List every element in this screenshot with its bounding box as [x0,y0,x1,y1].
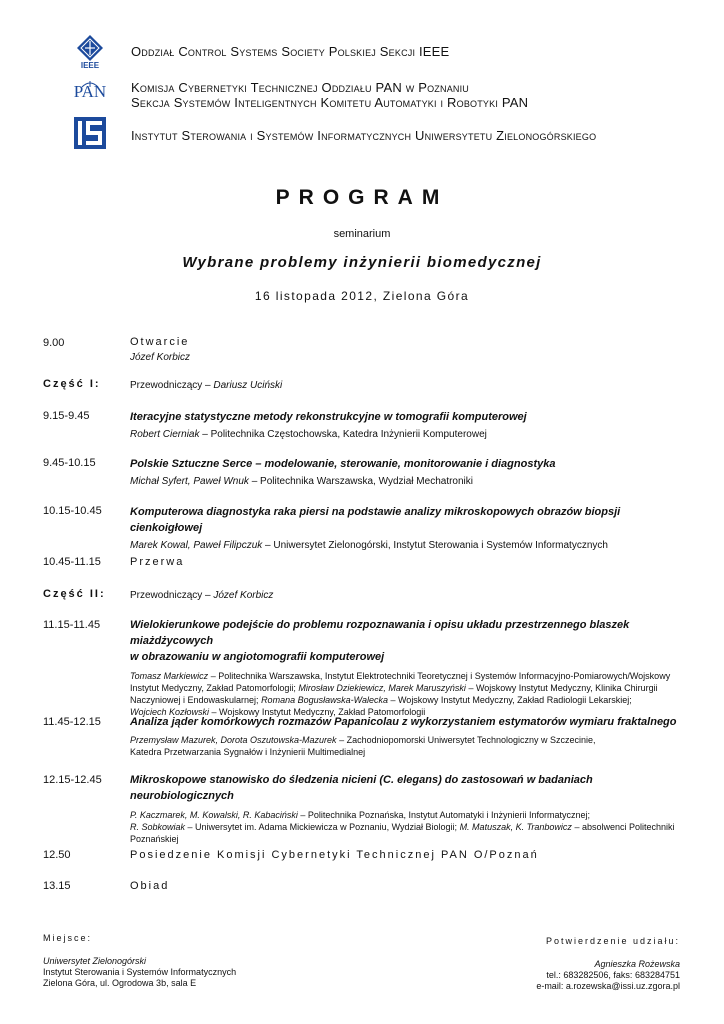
time-opening: 9.00 [43,337,65,349]
talk4-author2-affil-line2: – Wojskowy Instytut Medyczny, Klinika Chirurgii [465,683,658,693]
org-pan-section: Sekcja Systemów Inteligentnych Komitetu Automatyki i Robotyki PAN [131,95,529,110]
talk4-author4: Wojciech Kozłowski [130,707,210,717]
ieee-logo [74,34,106,72]
footer-confirm-label: Potwierdzenie udziału: [545,936,680,946]
talk4-title-line1: Wielokierunkowe podejście do problemu rozpoznawania i opisu układu przestrzennego blaszek miażdżycowych [130,619,630,647]
talk1-author: Robert Cierniak [130,429,200,440]
talk2 [130,456,690,488]
part2-chair [130,589,690,602]
talk4-author2: Mirosław Dziekiewicz, Marek Maruszyński [298,683,466,693]
footer-contact-tel: tel.: 683282506, faks: 683284751 [546,970,680,980]
time-talk5: 11.45-12.15 [43,716,101,728]
talk6-author2-affil: – Uniwersytet im. Adama Mickiewicza w Poznaniu, Wydział Biologii; [185,822,460,832]
talk2-affil: – Politechnika Warszawska, Wydział Mechatroniki [248,476,473,487]
talk6-author2: R. Sobkowiak [130,822,186,832]
talk5-authors: Przemysław Mazurek, Dorota Oszutowska-Mazurek [130,735,337,745]
talk4-title-line2: w obrazowaniu w angiotomografii komputerowej [130,651,385,663]
part1-label: Część I: [43,378,101,390]
talk1 [130,409,690,441]
time-meeting: 12.50 [43,849,71,861]
talk2-title: Polskie Sztuczne Serce – modelowanie, sterowanie, monitorowanie i diagnostyka [130,458,556,470]
org-pan-commission: Komisja Cybernetyki Technicznej Oddziału PAN w Poznaniu [131,80,470,95]
page-title: PROGRAM [275,186,449,209]
pan-logo-text: PAN [73,82,107,101]
seminar-title: Wybrane problemy inżynierii biomedycznej [182,254,542,271]
talk3-author: Marek Kowal, Paweł Filipczuk [130,540,263,551]
date-place: 16 listopada 2012, Zielona Góra [254,289,470,303]
footer-place-line1: Uniwersytet Zielonogórski [43,956,147,966]
footer-place [43,933,236,989]
item-opening-person: Józef Korbicz [130,352,191,363]
time-talk6: 12.15-12.45 [43,774,102,786]
talk1-affil: – Politechnika Częstochowska, Katedra Inżynierii Komputerowej [199,429,487,440]
footer-contact-email[interactable]: e-mail: a.rozewska@issi.uz.zgora.pl [536,981,680,991]
time-lunch: 13.15 [43,880,71,892]
part2-label: Część II: [43,588,106,600]
footer-place-label: Miejsce: [43,933,93,943]
talk5-affil-line1: – Zachodniopomorski Uniwersytet Technologiczny w Szczecinie, [336,735,596,745]
part2-chair-prefix: Przewodniczący – [130,590,214,601]
talk4 [130,617,690,718]
footer-place-line2: Instytut Sterowania i Systemów Informatycznych [43,967,237,977]
time-talk4: 11.15-11.45 [43,619,101,631]
talk4-author1-affil-line2: Instytut Medyczny, Zakład Patomorfologii; [130,683,299,693]
time-talk3: 10.15-10.45 [43,505,102,517]
talk6-title: Mikroskopowe stanowisko do śledzenia nicieni (C. elegans) do zastosowań w badaniach neurobiologicznych [130,774,593,802]
part1-chair-name: Dariusz Uciński [213,380,283,391]
issi-logo [74,117,106,149]
talk6-author1-affil: – Politechnika Poznańska, Instytut Automatyki i Inżynierii Informatycznej; [297,810,591,820]
time-break: 10.45-11.15 [43,556,101,568]
footer-place-line3: Zielona Góra, ul. Ogrodowa 3b, sala E [43,978,197,988]
time-talk2: 9.45-10.15 [43,457,96,469]
time-talk1: 9.15-9.45 [43,410,90,422]
footer-confirm [536,936,680,992]
break-title: Przerwa [130,556,185,568]
org-issi: Instytut Sterowania i Systemów Informatycznych Uniwersytetu Zielonogórskiego [131,128,597,143]
talk2-author: Michał Syfert, Paweł Wnuk [130,476,249,487]
footer-contact-name: Agnieszka Rożewska [594,959,680,969]
talk6-author3: M. Matuszak, K. Tranbowicz [459,822,572,832]
talk4-author2-affil-line3: Naczyniowej i Endowaskularnej; [130,695,262,705]
talk3 [130,504,690,552]
item-opening [130,336,690,364]
part1-chair [130,379,690,392]
talk4-author1: Tomasz Markiewicz [130,671,209,681]
item-opening-title: Otwarcie [130,336,190,348]
talk3-affil: – Uniwersytet Zielonogórski, Instytut Sterowania i Systemów Informatycznych [262,540,608,551]
talk3-title: Komputerowa diagnostyka raka piersi na podstawie analizy mikroskopowych obrazów biopsji cienkoigłowej [130,506,621,534]
talk5 [130,714,690,758]
part2-chair-name: Józef Korbicz [213,590,274,601]
ieee-logo-text: IEEE [80,61,100,70]
subtitle: seminarium [333,228,391,240]
pan-logo [70,76,110,106]
talk4-author1-affil-line1: – Politechnika Warszawska, Instytut Elektrotechniki Teoretycznej i Systemów Informacyjno-Pomiarowych/Wojskowy [208,671,671,681]
part1-chair-prefix: Przewodniczący – [130,380,214,391]
talk1-title: Iteracyjne statystyczne metody rekonstrukcyjne w tomografii komputerowej [130,411,527,423]
talk5-title: Analiza jąder komórkowych rozmazów Papanicolau z wykorzystaniem estymatorów wymiaru fraktalnego [130,716,677,728]
lunch-title: Obiad [130,880,170,892]
meeting-title: Posiedzenie Komisji Cybernetyki Technicznej PAN O/Poznań [130,849,539,861]
talk6 [130,772,690,845]
talk4-author4-affil: – Wojskowy Instytut Medyczny, Zakład Patomorfologii [209,707,426,717]
talk5-affil-line2: Katedra Przetwarzania Sygnałów i Inżynierii Multimedialnej [130,747,366,757]
talk6-author3-affil-line2: Poznańskiej [130,834,179,844]
talk6-author1: P. Kaczmarek, M. Kowalski, R. Kabaciński [130,810,298,820]
talk4-author3-affil: – Wojskowy Instytut Medyczny, Zakład Radiologii Lekarskiej; [387,695,632,705]
talk6-author3-affil-line1: – absolwenci Politechniki [571,822,675,832]
talk4-author3: Romana Bogusławska-Walecka [261,695,388,705]
org-ieee: Oddział Control Systems Society Polskiej Sekcji IEEE [131,44,450,59]
